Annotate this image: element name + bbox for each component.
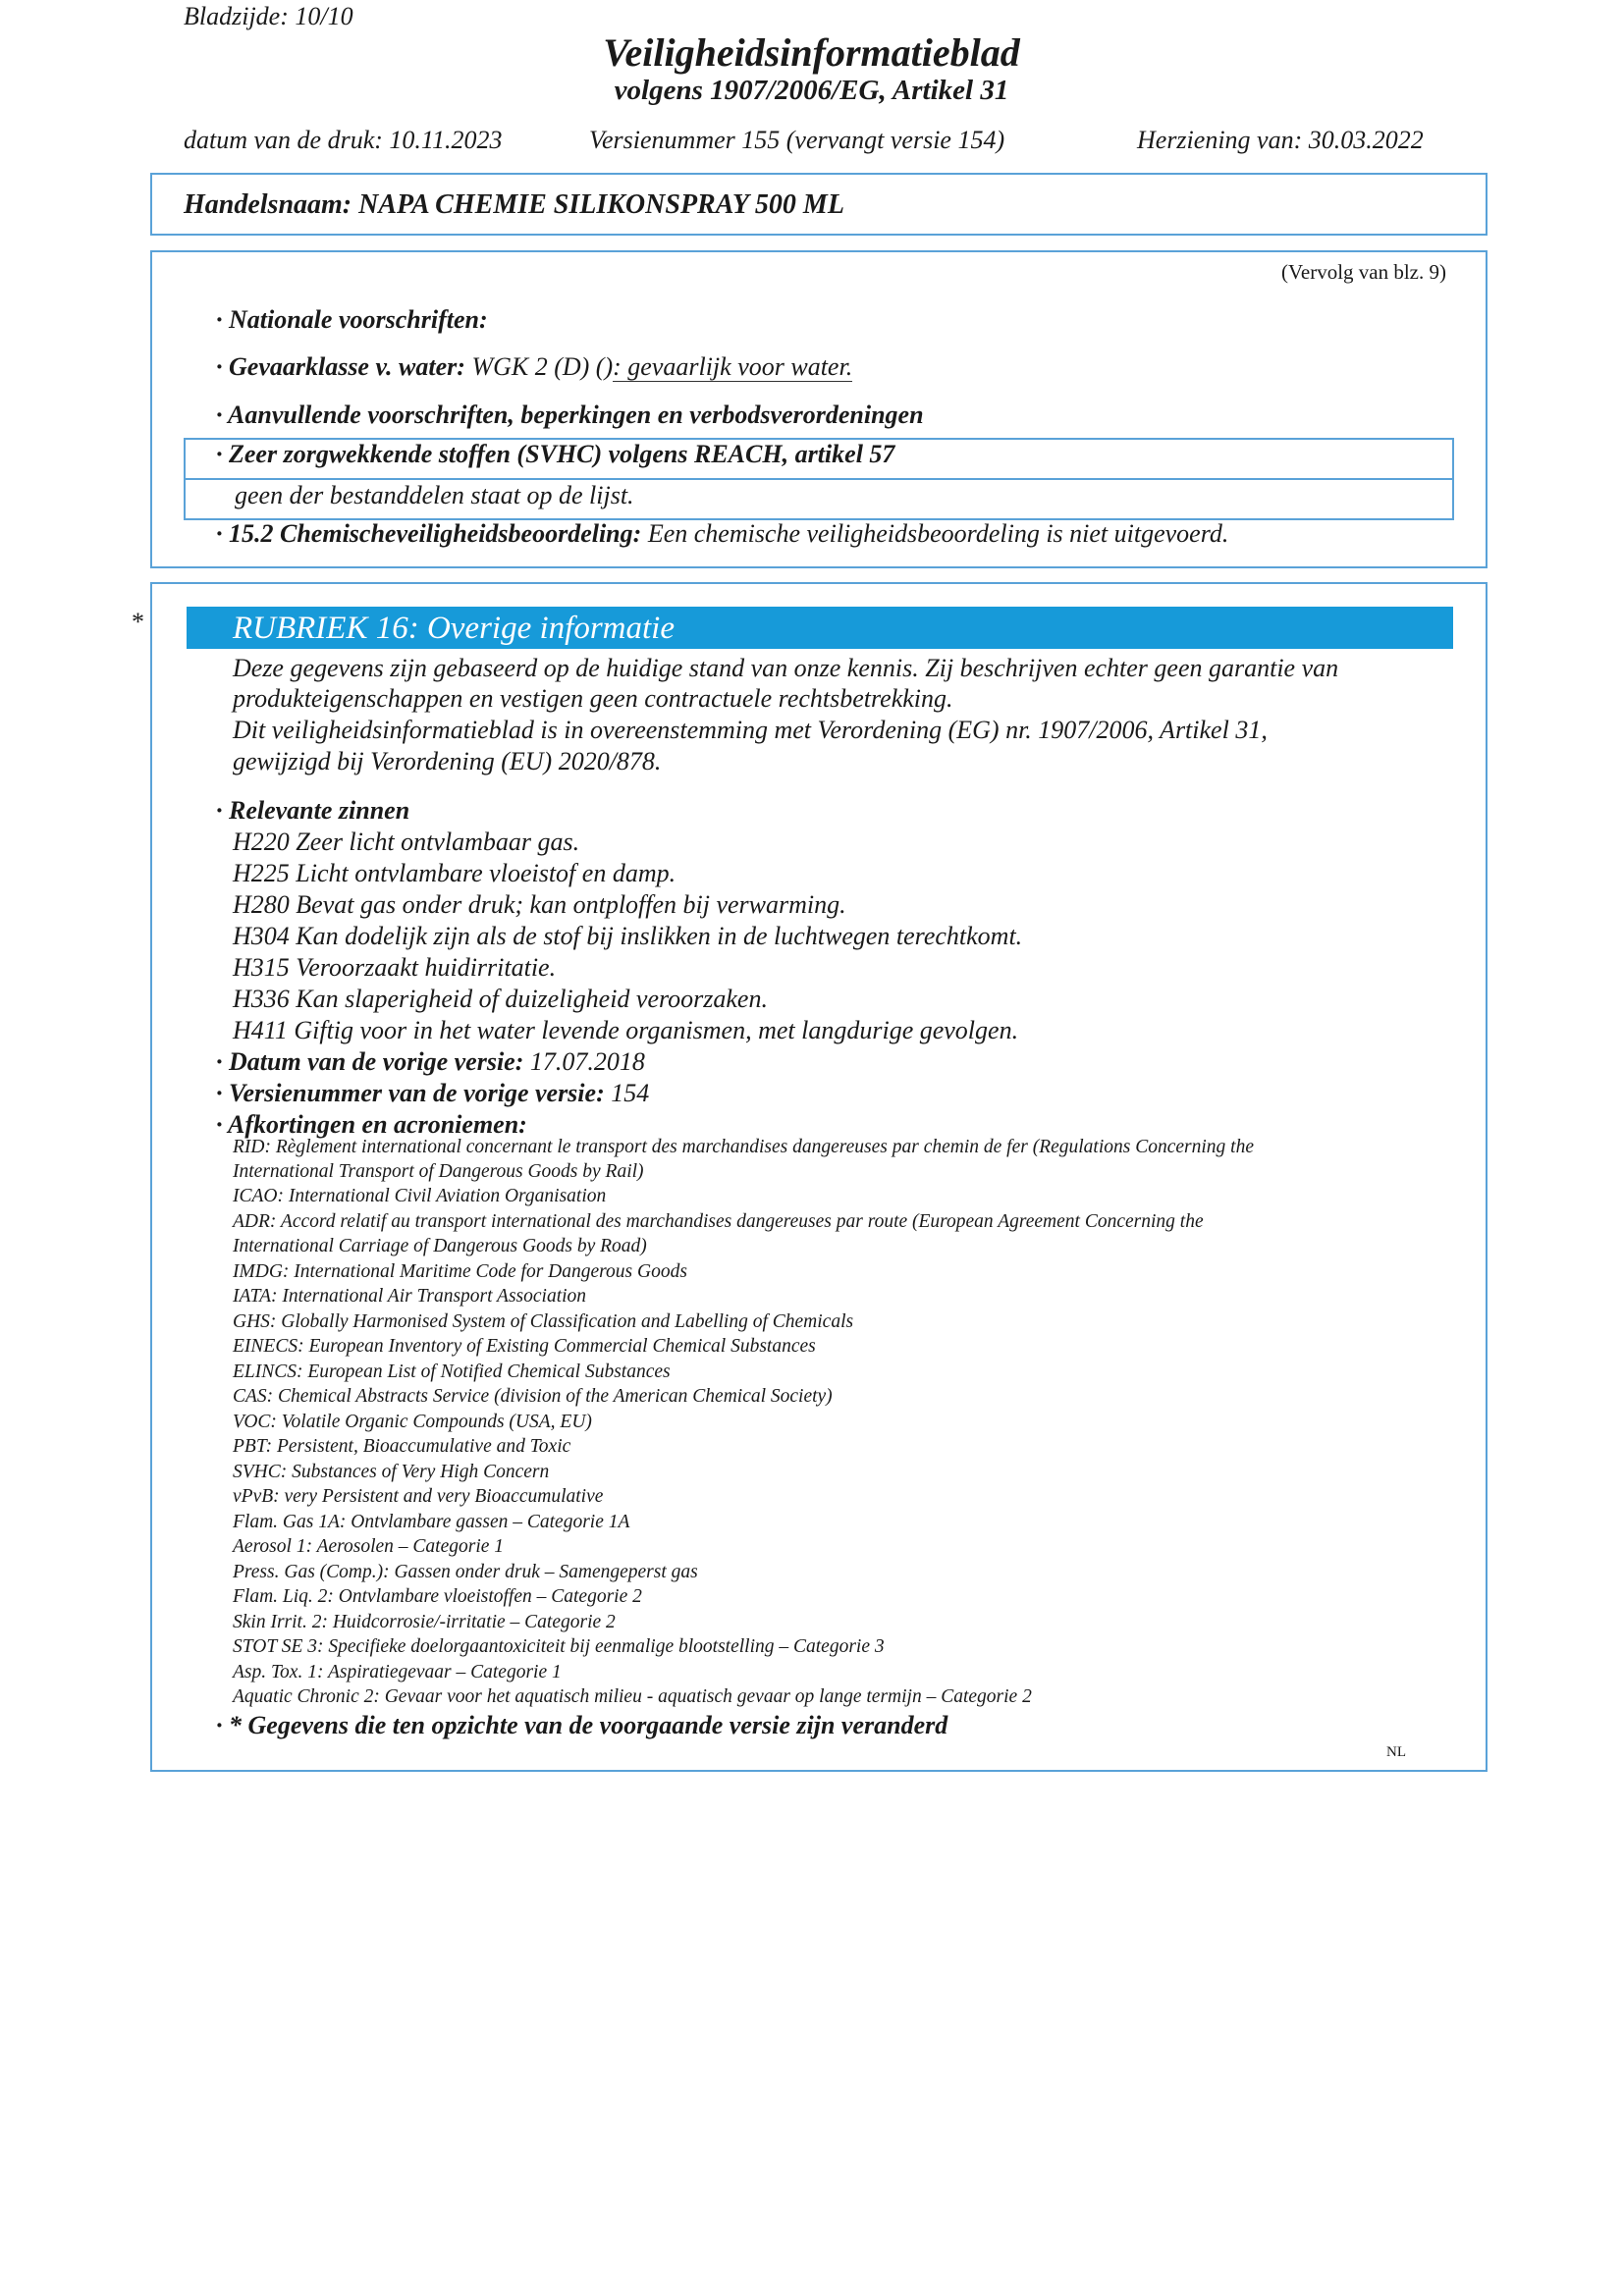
trade-name: Handelsnaam: NAPA CHEMIE SILIKONSPRAY 500 ML: [184, 189, 844, 220]
language-code: NL: [1383, 1744, 1409, 1761]
abbreviation-line: VOC: Volatile Organic Compounds (USA, EU): [233, 1412, 592, 1432]
abbreviation-line: STOT SE 3: Specifieke doelorgaantoxiciteit bij eenmalige blootstelling – Categorie 3: [233, 1636, 885, 1657]
abbreviation-line: Flam. Liq. 2: Ontvlambare vloeistoffen – Categorie 2: [233, 1586, 642, 1607]
abbreviation-line: Flam. Gas 1A: Ontvlambare gassen – Categorie 1A: [233, 1512, 630, 1532]
abbreviation-line: ICAO: International Civil Aviation Organisation: [233, 1186, 607, 1206]
abbreviation-line: ELINCS: European List of Notified Chemical Substances: [233, 1362, 671, 1382]
abbreviation-line: CAS: Chemical Abstracts Service (division of the American Chemical Society): [233, 1386, 833, 1407]
abbreviation-line: GHS: Globally Harmonised System of Classification and Labelling of Chemicals: [233, 1311, 854, 1332]
hazard-phrase: H220 Zeer licht ontvlambaar gas.: [233, 828, 580, 856]
changed-data-note: · * Gegevens die ten opzichte van de voorgaande versie zijn veranderd: [216, 1711, 948, 1739]
hazard-phrase: H304 Kan dodelijk zijn als de stof bij inslikken in de luchtwegen terechtkomt.: [233, 922, 1023, 950]
svhc-divider: [184, 478, 1454, 480]
abbreviation-line: Skin Irrit. 2: Huidcorrosie/-irritatie – Categorie 2: [233, 1612, 616, 1632]
intro-line: gewijzigd bij Verordening (EU) 2020/878.: [233, 747, 662, 775]
abbreviations-label: · Afkortingen en acroniemen:: [216, 1110, 527, 1139]
abbreviation-line: Asp. Tox. 1: Aspiratiegevaar – Categorie 1: [233, 1662, 562, 1682]
previous-version-number: · Versienummer van de vorige versie: 154: [216, 1079, 650, 1107]
hazard-phrase: H336 Kan slaperigheid of duizeligheid veroorzaken.: [233, 985, 768, 1013]
svhc-label: · Zeer zorgwekkende stoffen (SVHC) volgens REACH, artikel 57: [216, 440, 895, 468]
continued-from: (Vervolg van blz. 9): [1281, 260, 1446, 284]
national-regulations-label: · Nationale voorschriften:: [216, 305, 488, 334]
hazard-phrase: H315 Veroorzaakt huidirritatie.: [233, 953, 557, 982]
section16-heading: RUBRIEK 16: Overige informatie: [187, 607, 1453, 649]
version-number: Versienummer 155 (vervangt versie 154): [589, 126, 1005, 154]
changed-marker: *: [132, 608, 144, 636]
page-number: Bladzijde: 10/10: [184, 2, 353, 30]
chemical-safety-assessment: · 15.2 Chemischeveiligheidsbeoordeling: Een chemische veiligheidsbeoordeling is niet uitgevoerd.: [216, 519, 1229, 548]
water-hazard-class: · Gevaarklasse v. water: WGK 2 (D) (): gevaarlijk voor water.: [216, 352, 853, 381]
abbreviation-line: Press. Gas (Comp.): Gassen onder druk – Samengeperst gas: [233, 1562, 698, 1582]
revision-date: Herziening van: 30.03.2022: [1137, 126, 1424, 154]
document-title: Veiligheidsinformatieblad: [603, 30, 1020, 75]
relevant-phrases-label: · Relevante zinnen: [216, 796, 410, 825]
abbreviation-line: IATA: International Air Transport Association: [233, 1286, 587, 1307]
hazard-phrase: H225 Licht ontvlambare vloeistof en damp.: [233, 859, 676, 887]
intro-line: Dit veiligheidsinformatieblad is in overeenstemming met Verordening (EG) nr. 1907/2006, Artikel 31,: [233, 716, 1268, 744]
abbreviation-line: ADR: Accord relatif au transport international des marchandises dangereuses par route (European Agreement Concerning the: [233, 1211, 1204, 1232]
hazard-phrase: H411 Giftig voor in het water levende organismen, met langdurige gevolgen.: [233, 1016, 1019, 1044]
abbreviation-line: Aerosol 1: Aerosolen – Categorie 1: [233, 1536, 505, 1557]
svhc-value: geen der bestanddelen staat op de lijst.: [235, 481, 634, 509]
abbreviation-line: SVHC: Substances of Very High Concern: [233, 1462, 550, 1482]
abbreviation-line: RID: Règlement international concernant le transport des marchandises dangereuses par chemin de fer (Regulations Concerning the: [233, 1137, 1254, 1157]
hazard-phrase: H280 Bevat gas onder druk; kan ontploffen bij verwarming.: [233, 890, 846, 919]
additional-regulations: · Aanvullende voorschriften, beperkingen en verbodsverordeningen: [216, 400, 924, 429]
abbreviation-line: IMDG: International Maritime Code for Dangerous Goods: [233, 1261, 687, 1282]
abbreviation-line: PBT: Persistent, Bioaccumulative and Toxic: [233, 1436, 571, 1457]
abbreviation-line: EINECS: European Inventory of Existing Commercial Chemical Substances: [233, 1336, 816, 1357]
print-date: datum van de druk: 10.11.2023: [184, 126, 503, 154]
intro-line: produkteigenschappen en vestigen geen contractuele rechtsbetrekking.: [233, 684, 953, 713]
abbreviation-line: International Carriage of Dangerous Goods by Road): [233, 1236, 647, 1256]
previous-version-date: · Datum van de vorige versie: 17.07.2018: [216, 1047, 645, 1076]
document-subtitle: volgens 1907/2006/EG, Artikel 31: [614, 75, 1009, 106]
abbreviation-line: vPvB: very Persistent and very Bioaccumulative: [233, 1486, 604, 1507]
abbreviation-line: Aquatic Chronic 2: Gevaar voor het aquatisch milieu - aquatisch gevaar op lange termijn – Categorie 2: [233, 1686, 1032, 1707]
abbreviation-line: International Transport of Dangerous Goods by Rail): [233, 1161, 644, 1182]
intro-line: Deze gegevens zijn gebaseerd op de huidige stand van onze kennis. Zij beschrijven echter geen garantie van: [233, 654, 1339, 682]
